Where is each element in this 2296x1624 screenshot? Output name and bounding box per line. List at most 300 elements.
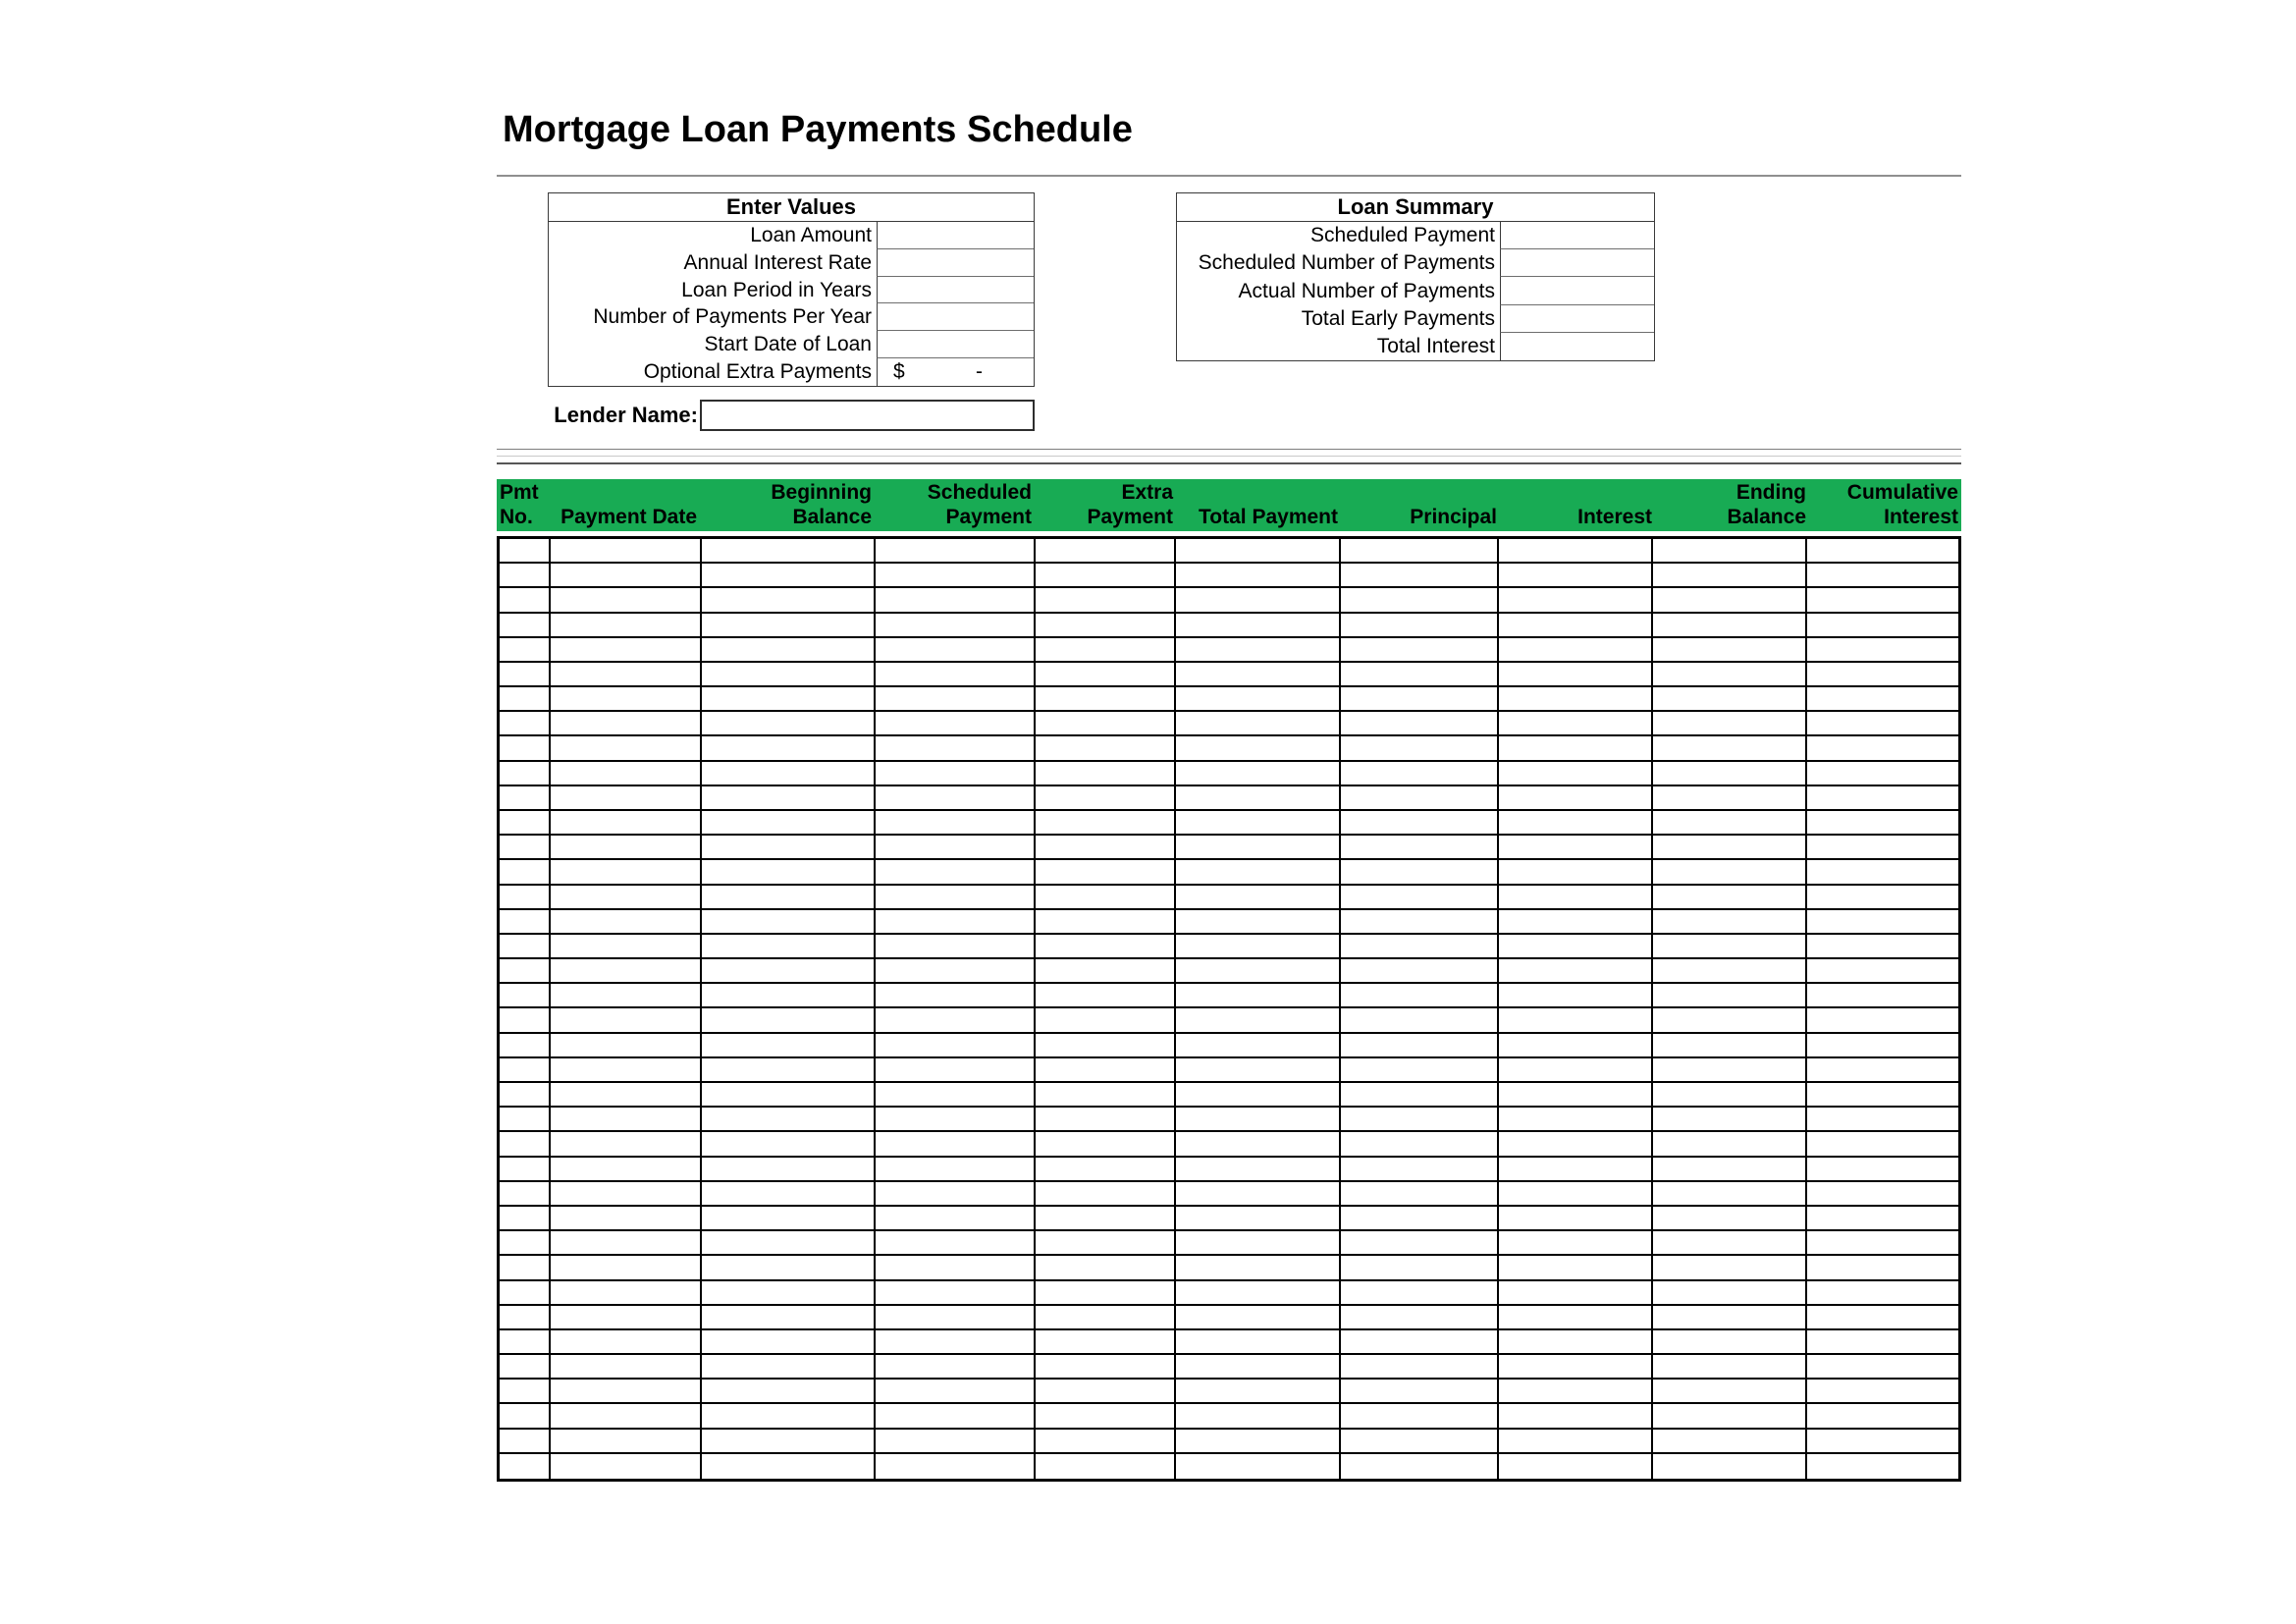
schedule-cell[interactable] xyxy=(1807,1355,1958,1380)
schedule-cell[interactable] xyxy=(551,886,702,910)
schedule-cell[interactable] xyxy=(1176,638,1340,663)
schedule-cell[interactable] xyxy=(1176,860,1340,885)
schedule-cell[interactable] xyxy=(1807,935,1958,959)
schedule-cell[interactable] xyxy=(1807,1454,1958,1479)
schedule-cell[interactable] xyxy=(1341,736,1499,761)
schedule-cell[interactable] xyxy=(1036,1008,1176,1033)
schedule-cell[interactable] xyxy=(1499,1306,1653,1330)
schedule-cell[interactable] xyxy=(1341,1380,1499,1404)
schedule-cell[interactable] xyxy=(1807,1058,1958,1083)
schedule-cell[interactable] xyxy=(1807,638,1958,663)
schedule-cell[interactable] xyxy=(876,736,1035,761)
schedule-cell[interactable] xyxy=(1499,1454,1653,1479)
schedule-cell[interactable] xyxy=(1653,910,1806,935)
schedule-cell[interactable] xyxy=(551,910,702,935)
schedule-cell[interactable] xyxy=(551,1034,702,1058)
schedule-cell[interactable] xyxy=(1499,910,1653,935)
schedule-cell[interactable] xyxy=(1807,687,1958,712)
schedule-cell[interactable] xyxy=(876,1281,1035,1306)
schedule-cell[interactable] xyxy=(1176,1355,1340,1380)
schedule-cell[interactable] xyxy=(702,1355,876,1380)
schedule-cell[interactable] xyxy=(1341,836,1499,860)
schedule-cell[interactable] xyxy=(1341,564,1499,588)
schedule-cell[interactable] xyxy=(1499,860,1653,885)
schedule-cell[interactable] xyxy=(1807,712,1958,736)
schedule-cell[interactable] xyxy=(500,1306,551,1330)
schedule-cell[interactable] xyxy=(1653,762,1806,786)
schedule-cell[interactable] xyxy=(876,1034,1035,1058)
schedule-cell[interactable] xyxy=(500,1404,551,1429)
schedule-cell[interactable] xyxy=(702,614,876,638)
schedule-cell[interactable] xyxy=(1499,1132,1653,1157)
schedule-cell[interactable] xyxy=(1653,1306,1806,1330)
schedule-cell[interactable] xyxy=(551,1430,702,1454)
schedule-cell[interactable] xyxy=(1807,1083,1958,1108)
schedule-cell[interactable] xyxy=(551,539,702,564)
schedule-cell[interactable] xyxy=(1807,1256,1958,1280)
schedule-cell[interactable] xyxy=(702,736,876,761)
schedule-cell[interactable] xyxy=(1807,564,1958,588)
schedule-cell[interactable] xyxy=(500,564,551,588)
schedule-cell[interactable] xyxy=(876,1132,1035,1157)
schedule-cell[interactable] xyxy=(1499,886,1653,910)
schedule-cell[interactable] xyxy=(1807,984,1958,1008)
schedule-cell[interactable] xyxy=(1036,712,1176,736)
schedule-cell[interactable] xyxy=(551,1355,702,1380)
schedule-cell[interactable] xyxy=(1341,1158,1499,1182)
schedule-cell[interactable] xyxy=(551,638,702,663)
schedule-cell[interactable] xyxy=(1807,762,1958,786)
schedule-cell[interactable] xyxy=(702,687,876,712)
schedule-cell[interactable] xyxy=(551,1207,702,1231)
schedule-cell[interactable] xyxy=(1499,1404,1653,1429)
schedule-cell[interactable] xyxy=(1807,811,1958,836)
schedule-cell[interactable] xyxy=(702,1182,876,1207)
schedule-cell[interactable] xyxy=(500,1207,551,1231)
schedule-cell[interactable] xyxy=(876,1256,1035,1280)
schedule-cell[interactable] xyxy=(702,1008,876,1033)
schedule-cell[interactable] xyxy=(702,1380,876,1404)
schedule-cell[interactable] xyxy=(1036,886,1176,910)
schedule-cell[interactable] xyxy=(1176,886,1340,910)
schedule-cell[interactable] xyxy=(1176,663,1340,687)
schedule-cell[interactable] xyxy=(500,1231,551,1256)
schedule-cell[interactable] xyxy=(1176,811,1340,836)
schedule-cell[interactable] xyxy=(876,836,1035,860)
schedule-cell[interactable] xyxy=(876,1158,1035,1182)
schedule-cell[interactable] xyxy=(876,1108,1035,1132)
schedule-cell[interactable] xyxy=(702,588,876,613)
schedule-cell[interactable] xyxy=(1036,1306,1176,1330)
schedule-cell[interactable] xyxy=(551,1404,702,1429)
schedule-cell[interactable] xyxy=(1499,736,1653,761)
schedule-cell[interactable] xyxy=(1807,959,1958,984)
schedule-cell[interactable] xyxy=(551,1182,702,1207)
schedule-cell[interactable] xyxy=(1807,1306,1958,1330)
schedule-cell[interactable] xyxy=(1176,1083,1340,1108)
schedule-cell[interactable] xyxy=(500,1256,551,1280)
schedule-cell[interactable] xyxy=(1176,736,1340,761)
schedule-cell[interactable] xyxy=(702,638,876,663)
schedule-cell[interactable] xyxy=(1176,1034,1340,1058)
schedule-cell[interactable] xyxy=(551,614,702,638)
schedule-cell[interactable] xyxy=(500,860,551,885)
schedule-cell[interactable] xyxy=(702,786,876,811)
schedule-cell[interactable] xyxy=(500,1430,551,1454)
schedule-cell[interactable] xyxy=(876,910,1035,935)
schedule-cell[interactable] xyxy=(1341,1355,1499,1380)
schedule-cell[interactable] xyxy=(1341,1008,1499,1033)
schedule-cell[interactable] xyxy=(1653,1182,1806,1207)
schedule-cell[interactable] xyxy=(1653,836,1806,860)
schedule-cell[interactable] xyxy=(1036,1330,1176,1355)
schedule-cell[interactable] xyxy=(1807,588,1958,613)
schedule-cell[interactable] xyxy=(1499,1281,1653,1306)
schedule-cell[interactable] xyxy=(500,935,551,959)
start-date-cell[interactable] xyxy=(877,331,1034,358)
schedule-cell[interactable] xyxy=(1807,860,1958,885)
schedule-cell[interactable] xyxy=(1176,836,1340,860)
schedule-cell[interactable] xyxy=(1653,1207,1806,1231)
schedule-cell[interactable] xyxy=(1341,959,1499,984)
schedule-cell[interactable] xyxy=(1653,539,1806,564)
schedule-cell[interactable] xyxy=(1653,1454,1806,1479)
schedule-cell[interactable] xyxy=(1653,1281,1806,1306)
schedule-cell[interactable] xyxy=(1036,614,1176,638)
schedule-cell[interactable] xyxy=(551,564,702,588)
schedule-cell[interactable] xyxy=(1341,687,1499,712)
schedule-cell[interactable] xyxy=(876,786,1035,811)
schedule-cell[interactable] xyxy=(702,1430,876,1454)
schedule-cell[interactable] xyxy=(1807,910,1958,935)
schedule-cell[interactable] xyxy=(1499,1231,1653,1256)
schedule-cell[interactable] xyxy=(1036,1281,1176,1306)
schedule-cell[interactable] xyxy=(500,588,551,613)
schedule-cell[interactable] xyxy=(551,1454,702,1479)
schedule-cell[interactable] xyxy=(1341,1034,1499,1058)
schedule-cell[interactable] xyxy=(1499,1034,1653,1058)
schedule-cell[interactable] xyxy=(1176,1404,1340,1429)
schedule-cell[interactable] xyxy=(1341,1454,1499,1479)
schedule-cell[interactable] xyxy=(876,959,1035,984)
schedule-cell[interactable] xyxy=(1036,1380,1176,1404)
schedule-cell[interactable] xyxy=(551,860,702,885)
schedule-cell[interactable] xyxy=(1653,860,1806,885)
schedule-cell[interactable] xyxy=(702,910,876,935)
schedule-cell[interactable] xyxy=(1036,687,1176,712)
schedule-cell[interactable] xyxy=(702,663,876,687)
schedule-cell[interactable] xyxy=(876,811,1035,836)
schedule-cell[interactable] xyxy=(702,1330,876,1355)
schedule-cell[interactable] xyxy=(1653,786,1806,811)
schedule-cell[interactable] xyxy=(1341,860,1499,885)
schedule-cell[interactable] xyxy=(1807,886,1958,910)
schedule-cell[interactable] xyxy=(1341,910,1499,935)
schedule-cell[interactable] xyxy=(551,1380,702,1404)
schedule-cell[interactable] xyxy=(1499,614,1653,638)
schedule-cell[interactable] xyxy=(1499,539,1653,564)
schedule-cell[interactable] xyxy=(1653,614,1806,638)
schedule-cell[interactable] xyxy=(551,687,702,712)
schedule-cell[interactable] xyxy=(1653,1404,1806,1429)
schedule-cell[interactable] xyxy=(1176,1158,1340,1182)
schedule-cell[interactable] xyxy=(551,1083,702,1108)
schedule-cell[interactable] xyxy=(551,663,702,687)
extra-payments-cell[interactable] xyxy=(877,358,1034,386)
schedule-cell[interactable] xyxy=(1341,1330,1499,1355)
schedule-cell[interactable] xyxy=(702,860,876,885)
schedule-cell[interactable] xyxy=(500,762,551,786)
schedule-cell[interactable] xyxy=(1036,1355,1176,1380)
loan-period-cell[interactable] xyxy=(877,277,1034,304)
schedule-cell[interactable] xyxy=(1036,1182,1176,1207)
schedule-cell[interactable] xyxy=(500,1108,551,1132)
schedule-cell[interactable] xyxy=(1807,1132,1958,1157)
schedule-cell[interactable] xyxy=(876,1454,1035,1479)
schedule-cell[interactable] xyxy=(500,1132,551,1157)
schedule-cell[interactable] xyxy=(1499,1256,1653,1280)
schedule-cell[interactable] xyxy=(1807,614,1958,638)
schedule-cell[interactable] xyxy=(1807,1231,1958,1256)
schedule-cell[interactable] xyxy=(551,1132,702,1157)
schedule-cell[interactable] xyxy=(551,1158,702,1182)
schedule-cell[interactable] xyxy=(1653,935,1806,959)
schedule-cell[interactable] xyxy=(876,1008,1035,1033)
schedule-cell[interactable] xyxy=(1036,1034,1176,1058)
schedule-cell[interactable] xyxy=(1341,663,1499,687)
schedule-cell[interactable] xyxy=(1807,836,1958,860)
schedule-cell[interactable] xyxy=(500,984,551,1008)
schedule-cell[interactable] xyxy=(1653,1231,1806,1256)
schedule-cell[interactable] xyxy=(1499,1158,1653,1182)
schedule-cell[interactable] xyxy=(1341,1430,1499,1454)
schedule-cell[interactable] xyxy=(1036,910,1176,935)
schedule-cell[interactable] xyxy=(1341,614,1499,638)
schedule-cell[interactable] xyxy=(1341,539,1499,564)
schedule-cell[interactable] xyxy=(702,1058,876,1083)
schedule-cell[interactable] xyxy=(876,638,1035,663)
schedule-cell[interactable] xyxy=(1807,1182,1958,1207)
schedule-cell[interactable] xyxy=(551,1256,702,1280)
schedule-cell[interactable] xyxy=(1036,1454,1176,1479)
schedule-cell[interactable] xyxy=(702,1256,876,1280)
annual-interest-rate-cell[interactable] xyxy=(877,249,1034,277)
schedule-cell[interactable] xyxy=(1499,588,1653,613)
schedule-cell[interactable] xyxy=(500,712,551,736)
schedule-cell[interactable] xyxy=(1176,1380,1340,1404)
schedule-cell[interactable] xyxy=(1499,836,1653,860)
schedule-cell[interactable] xyxy=(702,1404,876,1429)
schedule-cell[interactable] xyxy=(702,1083,876,1108)
schedule-cell[interactable] xyxy=(1807,1008,1958,1033)
schedule-cell[interactable] xyxy=(1176,1132,1340,1157)
schedule-cell[interactable] xyxy=(876,1404,1035,1429)
schedule-cell[interactable] xyxy=(1341,1404,1499,1429)
schedule-cell[interactable] xyxy=(1653,1430,1806,1454)
schedule-cell[interactable] xyxy=(876,1231,1035,1256)
schedule-cell[interactable] xyxy=(1653,886,1806,910)
schedule-cell[interactable] xyxy=(876,1182,1035,1207)
schedule-cell[interactable] xyxy=(1653,663,1806,687)
schedule-cell[interactable] xyxy=(1499,984,1653,1008)
schedule-cell[interactable] xyxy=(1499,1380,1653,1404)
schedule-cell[interactable] xyxy=(702,1454,876,1479)
schedule-cell[interactable] xyxy=(500,663,551,687)
schedule-cell[interactable] xyxy=(1036,638,1176,663)
schedule-cell[interactable] xyxy=(551,1281,702,1306)
schedule-cell[interactable] xyxy=(1653,984,1806,1008)
schedule-cell[interactable] xyxy=(1341,638,1499,663)
schedule-cell[interactable] xyxy=(551,836,702,860)
schedule-cell[interactable] xyxy=(702,1034,876,1058)
schedule-cell[interactable] xyxy=(551,786,702,811)
schedule-cell[interactable] xyxy=(876,1380,1035,1404)
schedule-cell[interactable] xyxy=(876,564,1035,588)
schedule-cell[interactable] xyxy=(702,811,876,836)
schedule-cell[interactable] xyxy=(876,687,1035,712)
schedule-cell[interactable] xyxy=(702,564,876,588)
schedule-cell[interactable] xyxy=(1341,712,1499,736)
schedule-cell[interactable] xyxy=(551,959,702,984)
schedule-cell[interactable] xyxy=(1653,959,1806,984)
schedule-cell[interactable] xyxy=(1036,564,1176,588)
schedule-cell[interactable] xyxy=(876,1430,1035,1454)
schedule-cell[interactable] xyxy=(551,1231,702,1256)
schedule-cell[interactable] xyxy=(1176,687,1340,712)
schedule-cell[interactable] xyxy=(551,588,702,613)
schedule-cell[interactable] xyxy=(500,1182,551,1207)
schedule-cell[interactable] xyxy=(1499,638,1653,663)
schedule-cell[interactable] xyxy=(1341,762,1499,786)
schedule-cell[interactable] xyxy=(1176,564,1340,588)
schedule-cell[interactable] xyxy=(1341,1256,1499,1280)
schedule-cell[interactable] xyxy=(1176,1231,1340,1256)
schedule-cell[interactable] xyxy=(551,811,702,836)
schedule-cell[interactable] xyxy=(1036,1207,1176,1231)
schedule-cell[interactable] xyxy=(1341,984,1499,1008)
schedule-cell[interactable] xyxy=(876,712,1035,736)
schedule-cell[interactable] xyxy=(1176,1281,1340,1306)
schedule-cell[interactable] xyxy=(1653,712,1806,736)
schedule-cell[interactable] xyxy=(876,663,1035,687)
schedule-cell[interactable] xyxy=(702,539,876,564)
schedule-cell[interactable] xyxy=(1176,588,1340,613)
schedule-cell[interactable] xyxy=(1341,588,1499,613)
schedule-cell[interactable] xyxy=(1499,1207,1653,1231)
schedule-cell[interactable] xyxy=(876,886,1035,910)
schedule-cell[interactable] xyxy=(1653,1380,1806,1404)
schedule-cell[interactable] xyxy=(1341,1182,1499,1207)
schedule-cell[interactable] xyxy=(1653,1008,1806,1033)
schedule-cell[interactable] xyxy=(1036,935,1176,959)
schedule-cell[interactable] xyxy=(500,1008,551,1033)
schedule-cell[interactable] xyxy=(1341,811,1499,836)
schedule-cell[interactable] xyxy=(1499,1083,1653,1108)
schedule-cell[interactable] xyxy=(551,1330,702,1355)
schedule-cell[interactable] xyxy=(1036,736,1176,761)
schedule-cell[interactable] xyxy=(876,984,1035,1008)
schedule-cell[interactable] xyxy=(1176,1108,1340,1132)
schedule-cell[interactable] xyxy=(500,614,551,638)
schedule-cell[interactable] xyxy=(876,1330,1035,1355)
schedule-cell[interactable] xyxy=(1176,762,1340,786)
schedule-cell[interactable] xyxy=(702,1158,876,1182)
schedule-cell[interactable] xyxy=(500,539,551,564)
schedule-cell[interactable] xyxy=(702,984,876,1008)
schedule-cell[interactable] xyxy=(1807,786,1958,811)
schedule-cell[interactable] xyxy=(1176,786,1340,811)
schedule-cell[interactable] xyxy=(1036,1108,1176,1132)
schedule-cell[interactable] xyxy=(1036,663,1176,687)
schedule-cell[interactable] xyxy=(1499,1108,1653,1132)
schedule-cell[interactable] xyxy=(551,762,702,786)
schedule-cell[interactable] xyxy=(500,736,551,761)
schedule-cell[interactable] xyxy=(500,836,551,860)
schedule-cell[interactable] xyxy=(876,588,1035,613)
schedule-cell[interactable] xyxy=(1499,1008,1653,1033)
schedule-cell[interactable] xyxy=(500,786,551,811)
schedule-cell[interactable] xyxy=(1499,811,1653,836)
schedule-cell[interactable] xyxy=(500,1083,551,1108)
schedule-cell[interactable] xyxy=(551,1058,702,1083)
schedule-cell[interactable] xyxy=(551,1008,702,1033)
schedule-cell[interactable] xyxy=(1036,588,1176,613)
schedule-cell[interactable] xyxy=(1036,1231,1176,1256)
schedule-cell[interactable] xyxy=(1807,1380,1958,1404)
schedule-cell[interactable] xyxy=(500,1330,551,1355)
schedule-cell[interactable] xyxy=(1807,1207,1958,1231)
schedule-cell[interactable] xyxy=(1176,712,1340,736)
schedule-cell[interactable] xyxy=(1036,959,1176,984)
schedule-cell[interactable] xyxy=(1341,1281,1499,1306)
schedule-cell[interactable] xyxy=(1499,935,1653,959)
schedule-cell[interactable] xyxy=(1036,1058,1176,1083)
schedule-cell[interactable] xyxy=(1807,1281,1958,1306)
schedule-cell[interactable] xyxy=(876,614,1035,638)
schedule-cell[interactable] xyxy=(1176,1330,1340,1355)
schedule-cell[interactable] xyxy=(1036,811,1176,836)
schedule-cell[interactable] xyxy=(1176,1207,1340,1231)
schedule-cell[interactable] xyxy=(702,762,876,786)
schedule-cell[interactable] xyxy=(500,1454,551,1479)
schedule-cell[interactable] xyxy=(876,762,1035,786)
schedule-cell[interactable] xyxy=(1176,984,1340,1008)
schedule-cell[interactable] xyxy=(1036,1132,1176,1157)
schedule-cell[interactable] xyxy=(1653,564,1806,588)
schedule-cell[interactable] xyxy=(876,539,1035,564)
schedule-cell[interactable] xyxy=(500,638,551,663)
schedule-cell[interactable] xyxy=(1653,1355,1806,1380)
schedule-cell[interactable] xyxy=(1176,935,1340,959)
schedule-cell[interactable] xyxy=(1499,1330,1653,1355)
schedule-cell[interactable] xyxy=(500,1281,551,1306)
schedule-cell[interactable] xyxy=(1653,1330,1806,1355)
schedule-cell[interactable] xyxy=(702,935,876,959)
schedule-cell[interactable] xyxy=(500,886,551,910)
schedule-cell[interactable] xyxy=(1341,1306,1499,1330)
schedule-cell[interactable] xyxy=(1499,1182,1653,1207)
schedule-cell[interactable] xyxy=(551,712,702,736)
schedule-cell[interactable] xyxy=(1176,1058,1340,1083)
schedule-cell[interactable] xyxy=(1499,762,1653,786)
schedule-cell[interactable] xyxy=(1499,564,1653,588)
schedule-cell[interactable] xyxy=(1807,1430,1958,1454)
schedule-cell[interactable] xyxy=(1036,1430,1176,1454)
schedule-cell[interactable] xyxy=(551,984,702,1008)
schedule-cell[interactable] xyxy=(1036,539,1176,564)
schedule-cell[interactable] xyxy=(1499,1058,1653,1083)
schedule-cell[interactable] xyxy=(1653,736,1806,761)
